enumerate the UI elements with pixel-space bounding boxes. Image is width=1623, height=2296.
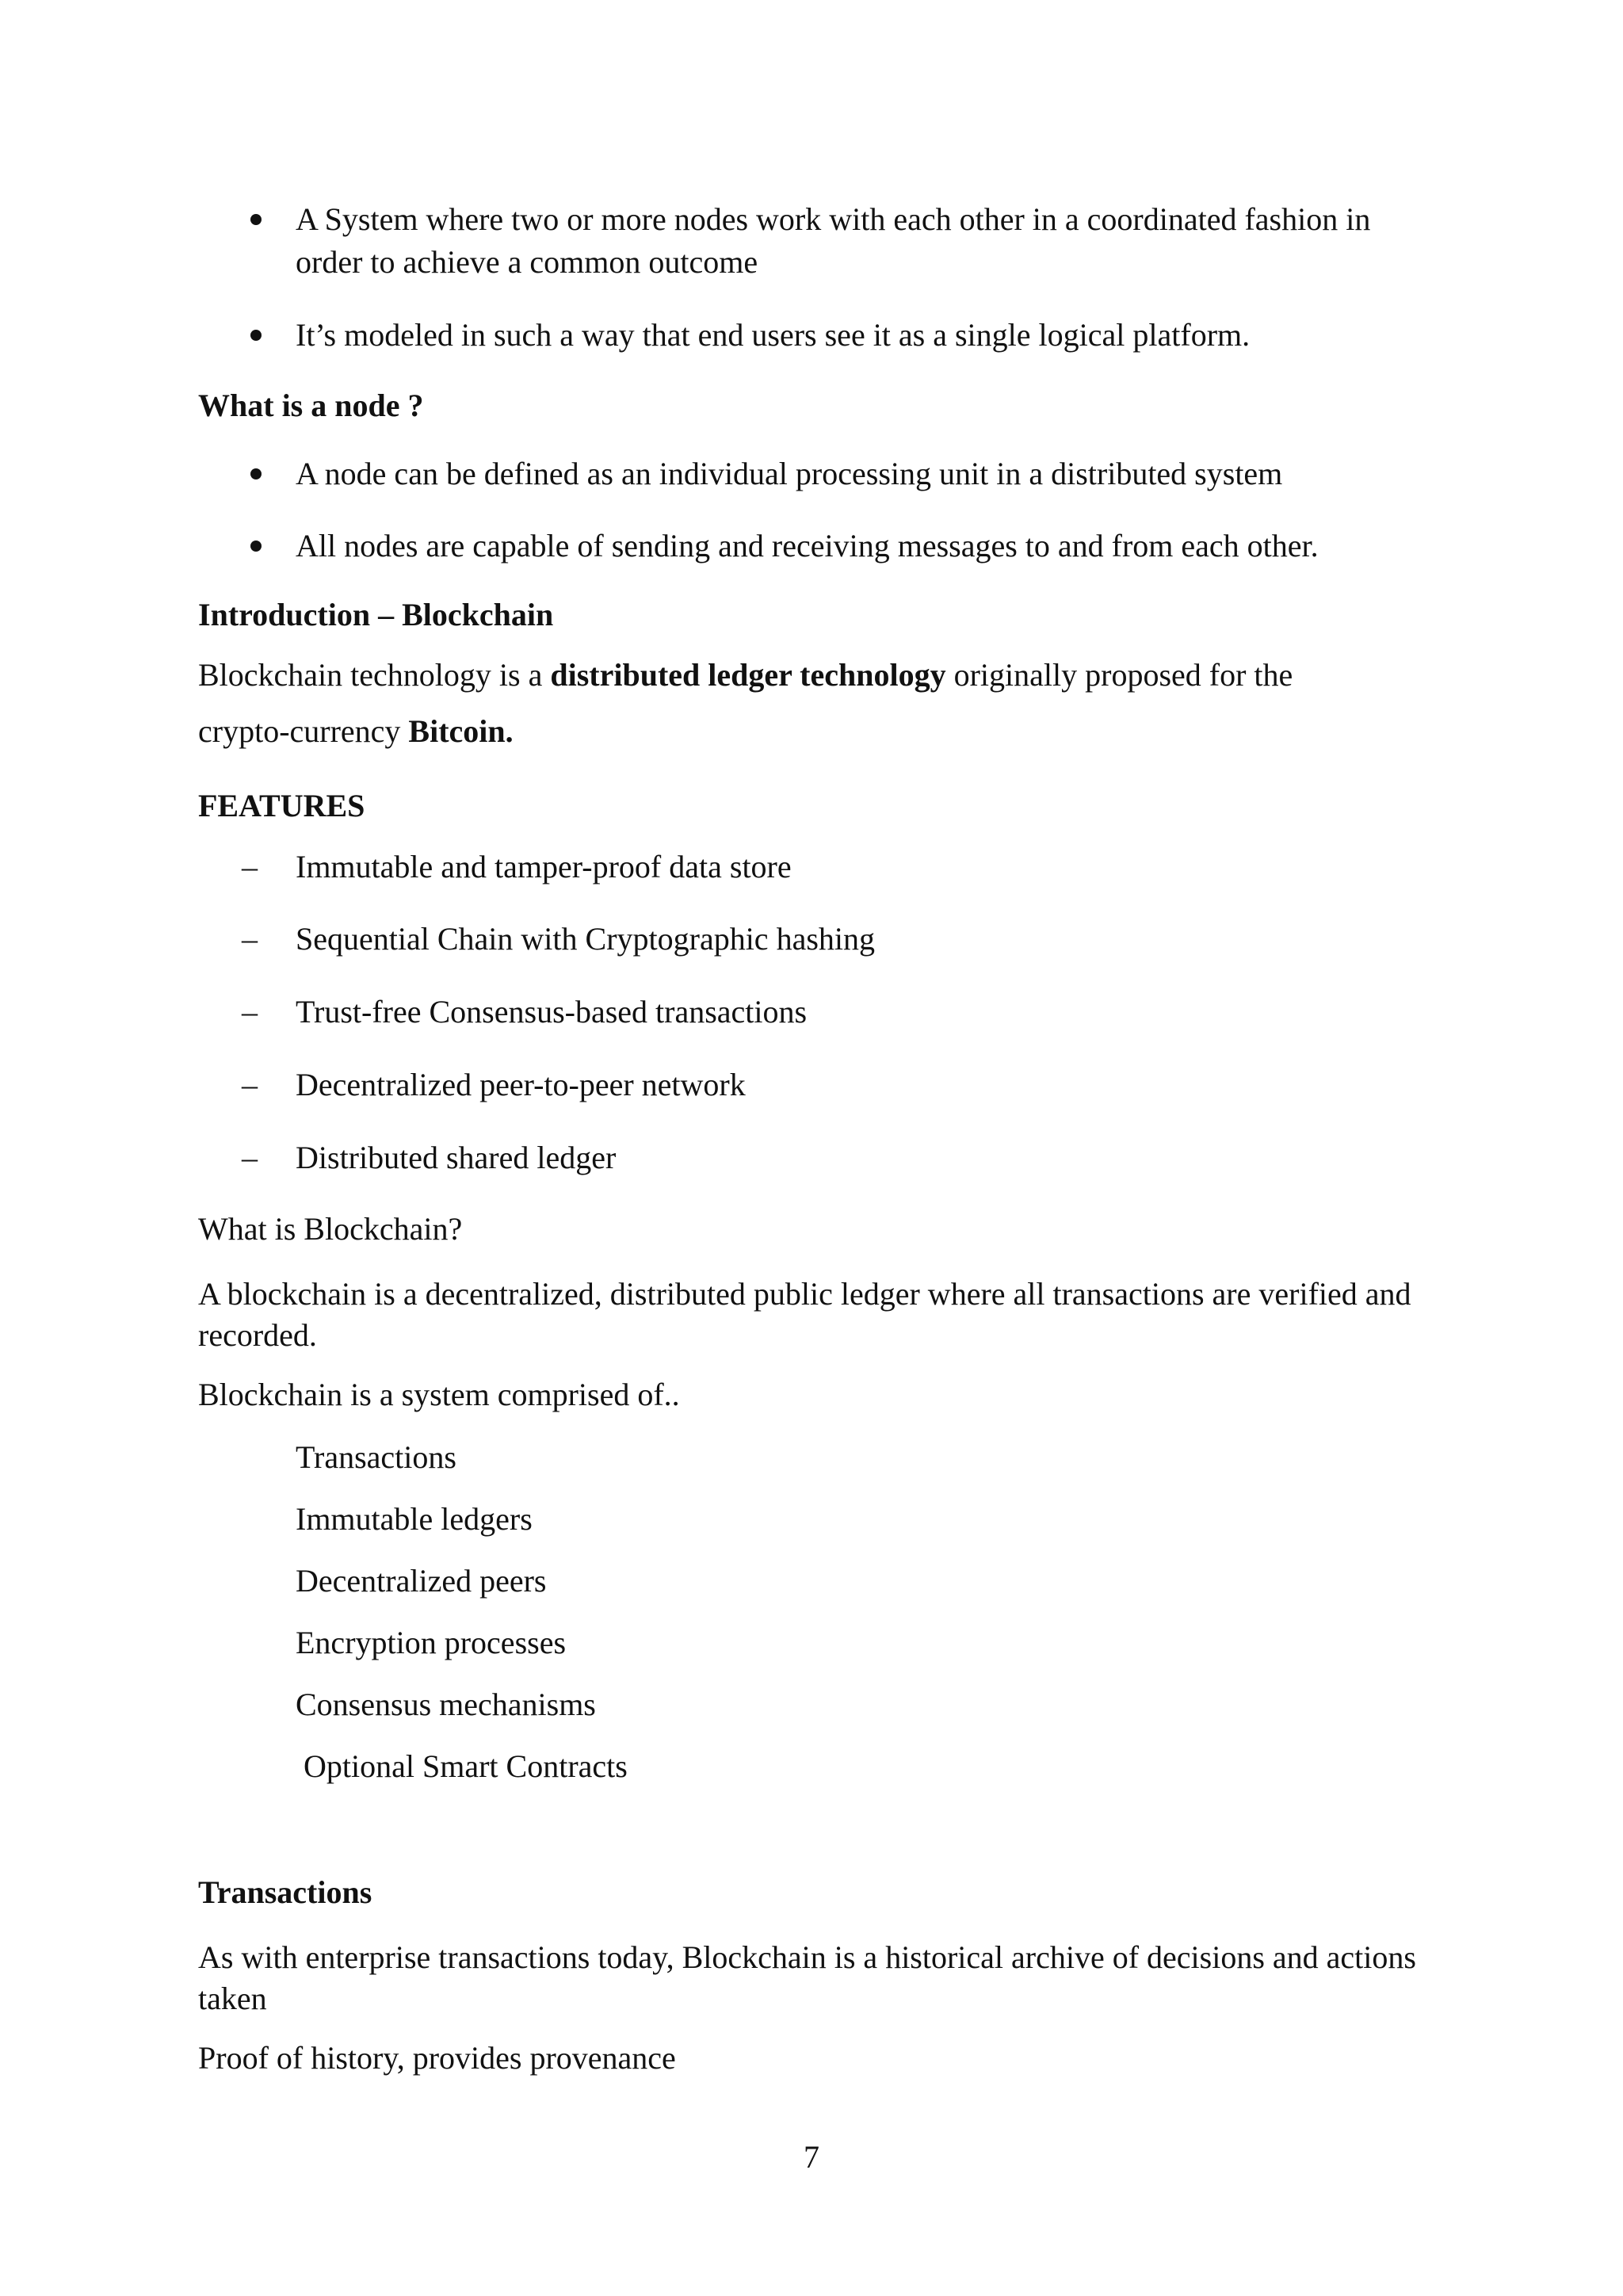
dash-icon: – [242,994,258,1030]
bullet-text: A node can be defined as an individual processing unit in a distributed system [296,456,1283,491]
intro-line-1 [198,655,1434,696]
bullet-text: All nodes are capable of sending and receiving messages to and from each other. [296,528,1319,563]
component-item: Encryption processes [296,1625,567,1660]
intro-text: originally proposed for the [945,657,1293,693]
intro-line-2 [198,711,1434,752]
feature-item: Decentralized peer-to-peer network [296,1067,746,1102]
feature-item: Trust-free Consensus-based transactions [296,994,808,1030]
bullet-text: It’s modeled in such a way that end users see it as a single logical platform. [296,317,1251,353]
component-item: Optional Smart Contracts [296,1748,628,1784]
transactions-paragraph-1: As with enterprise transactions today, Blockchain is a historical archive of decisions and actions taken [198,1939,1416,2016]
component-item: Decentralized peers [296,1563,547,1599]
feature-item: Distributed shared ledger [296,1140,617,1175]
comprised-intro: Blockchain is a system comprised of.. [198,1377,680,1412]
transactions-heading: Transactions [198,1874,372,1910]
bullet-icon [250,541,262,552]
intro-text: crypto-currency [198,713,409,749]
features-heading: FEATURES [198,788,365,823]
intro-bold-term: Bitcoin. [408,713,514,749]
bullet-icon [250,330,262,341]
bullet-text: A System where two or more nodes work with each other in a coordinated fashion in order to achieve a common outcome [296,201,1371,280]
bullet-icon [250,468,262,479]
blockchain-definition: A blockchain is a decentralized, distributed public ledger where all transactions are verified and recorded. [198,1276,1411,1353]
dash-icon: – [242,849,258,884]
intro-bold-term: distributed ledger technology [550,657,946,693]
component-item: Transactions [296,1439,456,1475]
transactions-paragraph-2: Proof of history, provides provenance [198,2040,676,2076]
dash-icon: – [242,921,258,957]
component-item: Consensus mechanisms [296,1687,596,1722]
intro-heading: Introduction – Blockchain [198,597,554,632]
dash-icon: – [242,1140,258,1175]
intro-text: Blockchain technology is a [198,657,551,693]
bullet-icon [250,214,262,225]
feature-item: Immutable and tamper-proof data store [296,849,792,884]
component-item: Immutable ledgers [296,1501,533,1537]
feature-item: Sequential Chain with Cryptographic hashing [296,921,875,957]
node-heading: What is a node ? [198,388,424,423]
blockchain-question: What is Blockchain? [198,1211,463,1247]
page-number: 7 [804,2139,819,2175]
dash-icon: – [242,1067,258,1102]
